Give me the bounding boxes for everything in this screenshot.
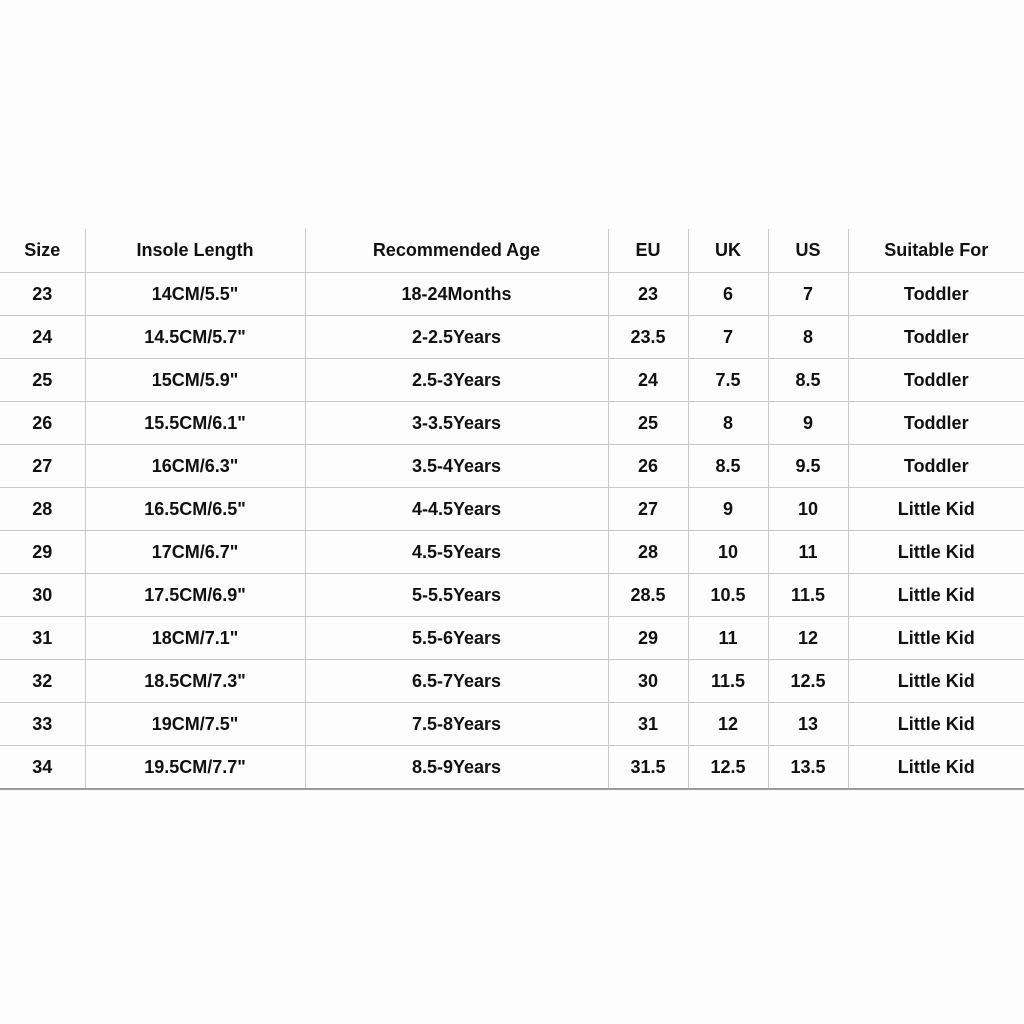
header-suitable-for: Suitable For — [848, 229, 1024, 273]
table-row — [0, 359, 1024, 402]
table-row — [0, 660, 1024, 703]
cell-us: 13.5 — [768, 746, 848, 790]
cell-eu: 27 — [608, 488, 688, 531]
table-row — [0, 316, 1024, 359]
table-row — [0, 445, 1024, 488]
cell-us: 12.5 — [768, 660, 848, 703]
header-uk: UK — [688, 229, 768, 273]
cell-us: 12 — [768, 617, 848, 660]
cell-insole-length: 18.5CM/7.3" — [85, 660, 305, 703]
table-row — [0, 273, 1024, 316]
cell-uk: 10.5 — [688, 574, 768, 617]
cell-uk: 12 — [688, 703, 768, 746]
cell-us: 13 — [768, 703, 848, 746]
cell-uk: 11 — [688, 617, 768, 660]
cell-suitable-for: Toddler — [848, 273, 1024, 316]
cell-eu: 31.5 — [608, 746, 688, 790]
cell-size: 32 — [0, 660, 85, 703]
cell-insole-length: 17.5CM/6.9" — [85, 574, 305, 617]
cell-recommended-age: 3-3.5Years — [305, 402, 608, 445]
cell-us: 9 — [768, 402, 848, 445]
cell-suitable-for: Little Kid — [848, 746, 1024, 790]
cell-eu: 31 — [608, 703, 688, 746]
header-eu: EU — [608, 229, 688, 273]
cell-recommended-age: 5.5-6Years — [305, 617, 608, 660]
cell-size: 28 — [0, 488, 85, 531]
cell-recommended-age: 4.5-5Years — [305, 531, 608, 574]
cell-uk: 8.5 — [688, 445, 768, 488]
cell-size: 33 — [0, 703, 85, 746]
cell-us: 10 — [768, 488, 848, 531]
cell-suitable-for: Toddler — [848, 359, 1024, 402]
table-row — [0, 574, 1024, 617]
cell-us: 7 — [768, 273, 848, 316]
cell-suitable-for: Little Kid — [848, 531, 1024, 574]
cell-suitable-for: Little Kid — [848, 660, 1024, 703]
cell-us: 9.5 — [768, 445, 848, 488]
cell-suitable-for: Toddler — [848, 445, 1024, 488]
cell-recommended-age: 7.5-8Years — [305, 703, 608, 746]
cell-uk: 9 — [688, 488, 768, 531]
cell-suitable-for: Little Kid — [848, 574, 1024, 617]
cell-suitable-for: Little Kid — [848, 488, 1024, 531]
header-recommended-age: Recommended Age — [305, 229, 608, 273]
cell-eu: 23 — [608, 273, 688, 316]
cell-insole-length: 19CM/7.5" — [85, 703, 305, 746]
cell-recommended-age: 6.5-7Years — [305, 660, 608, 703]
cell-insole-length: 16.5CM/6.5" — [85, 488, 305, 531]
table-row — [0, 746, 1024, 790]
cell-eu: 28 — [608, 531, 688, 574]
cell-recommended-age: 18-24Months — [305, 273, 608, 316]
cell-us: 11 — [768, 531, 848, 574]
cell-size: 30 — [0, 574, 85, 617]
cell-insole-length: 19.5CM/7.7" — [85, 746, 305, 790]
cell-recommended-age: 5-5.5Years — [305, 574, 608, 617]
cell-eu: 23.5 — [608, 316, 688, 359]
cell-insole-length: 15.5CM/6.1" — [85, 402, 305, 445]
cell-uk: 11.5 — [688, 660, 768, 703]
cell-recommended-age: 2-2.5Years — [305, 316, 608, 359]
header-size: Size — [0, 229, 85, 273]
table-row — [0, 703, 1024, 746]
cell-recommended-age: 4-4.5Years — [305, 488, 608, 531]
cell-insole-length: 18CM/7.1" — [85, 617, 305, 660]
cell-us: 8 — [768, 316, 848, 359]
cell-suitable-for: Toddler — [848, 402, 1024, 445]
table-row — [0, 488, 1024, 531]
cell-eu: 29 — [608, 617, 688, 660]
cell-insole-length: 14CM/5.5" — [85, 273, 305, 316]
cell-insole-length: 16CM/6.3" — [85, 445, 305, 488]
cell-insole-length: 17CM/6.7" — [85, 531, 305, 574]
cell-uk: 10 — [688, 531, 768, 574]
cell-suitable-for: Toddler — [848, 316, 1024, 359]
cell-size: 29 — [0, 531, 85, 574]
cell-recommended-age: 2.5-3Years — [305, 359, 608, 402]
cell-eu: 30 — [608, 660, 688, 703]
cell-size: 26 — [0, 402, 85, 445]
size-chart-table — [0, 229, 1024, 790]
table-row — [0, 531, 1024, 574]
header-us: US — [768, 229, 848, 273]
cell-eu: 28.5 — [608, 574, 688, 617]
table-row — [0, 402, 1024, 445]
table-header — [0, 229, 1024, 273]
cell-size: 25 — [0, 359, 85, 402]
cell-eu: 25 — [608, 402, 688, 445]
header-insole-length: Insole Length — [85, 229, 305, 273]
cell-insole-length: 14.5CM/5.7" — [85, 316, 305, 359]
cell-us: 11.5 — [768, 574, 848, 617]
cell-eu: 24 — [608, 359, 688, 402]
cell-uk: 7.5 — [688, 359, 768, 402]
cell-recommended-age: 8.5-9Years — [305, 746, 608, 790]
table-body — [0, 273, 1024, 790]
cell-us: 8.5 — [768, 359, 848, 402]
cell-size: 23 — [0, 273, 85, 316]
cell-size: 24 — [0, 316, 85, 359]
cell-insole-length: 15CM/5.9" — [85, 359, 305, 402]
cell-suitable-for: Little Kid — [848, 617, 1024, 660]
cell-uk: 7 — [688, 316, 768, 359]
cell-size: 27 — [0, 445, 85, 488]
cell-size: 31 — [0, 617, 85, 660]
header-row — [0, 229, 1024, 273]
table-row — [0, 617, 1024, 660]
cell-eu: 26 — [608, 445, 688, 488]
cell-size: 34 — [0, 746, 85, 790]
cell-uk: 8 — [688, 402, 768, 445]
cell-uk: 6 — [688, 273, 768, 316]
cell-uk: 12.5 — [688, 746, 768, 790]
cell-suitable-for: Little Kid — [848, 703, 1024, 746]
cell-recommended-age: 3.5-4Years — [305, 445, 608, 488]
